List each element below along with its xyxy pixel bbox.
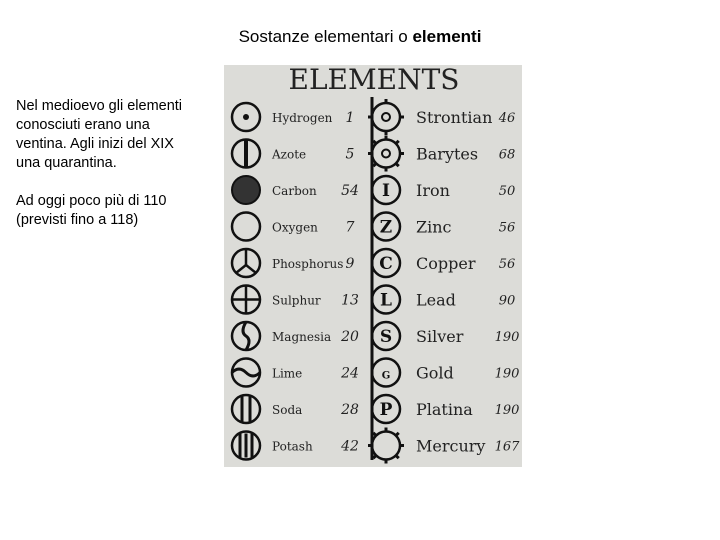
left-element-weight: 1	[345, 110, 355, 126]
letter-P-icon	[372, 395, 400, 423]
right-element-name: Gold	[416, 363, 454, 383]
empty-circle-icon	[232, 213, 260, 241]
right-element-weight: 190	[494, 330, 520, 345]
letter-S-icon	[372, 322, 400, 350]
right-element-name: Strontian	[416, 108, 493, 127]
svg-text:G: G	[381, 370, 391, 382]
paragraph-2: Ad oggi poco più di 110 (previsti fino a 118)	[16, 193, 167, 228]
letter-L-icon	[372, 286, 400, 314]
letter-Z-icon	[372, 213, 400, 241]
right-element-weight: 190	[494, 403, 520, 418]
svg-text:I: I	[382, 181, 390, 201]
left-element-weight: 24	[341, 365, 359, 382]
slide-title	[0, 27, 720, 47]
right-element-weight: 56	[498, 220, 516, 236]
right-element-row	[372, 249, 515, 277]
left-element-name: Lime	[272, 366, 303, 381]
svg-text:C: C	[379, 254, 393, 274]
left-element-row	[232, 103, 354, 131]
svg-text:P: P	[379, 400, 393, 420]
vertical-bar-circle-icon	[232, 140, 260, 168]
double-bar-circle-icon	[232, 395, 260, 423]
right-element-row	[372, 395, 519, 423]
left-element-weight: 54	[341, 183, 359, 199]
left-element-weight: 28	[341, 402, 359, 418]
paragraph-1: Nel medioevo gli elementi conosciuti erano una ventina. Agli inizi del XIX una quarantina.	[16, 98, 183, 171]
left-element-name: Potash	[272, 439, 313, 454]
title-bold: elementi	[412, 27, 482, 46]
right-element-name: Barytes	[416, 144, 479, 164]
filled-circle-icon	[232, 176, 260, 204]
right-element-row	[372, 322, 519, 350]
phosphorus-icon	[232, 249, 260, 277]
letter-G-icon	[372, 359, 400, 387]
left-element-name: Magnesia	[272, 330, 332, 344]
right-element-name: Iron	[416, 181, 450, 200]
right-element-name: Lead	[416, 290, 456, 310]
right-element-weight: 56	[498, 257, 516, 272]
right-element-name: Platina	[416, 400, 473, 419]
left-element-name: Carbon	[272, 184, 317, 198]
left-element-row	[232, 140, 355, 168]
dalton-elements-image	[224, 65, 522, 467]
right-element-weight: 90	[498, 293, 516, 309]
left-element-name: Phosphorus	[272, 257, 344, 271]
slide-body	[16, 97, 196, 249]
letter-C-icon	[372, 249, 400, 277]
left-element-weight: 7	[345, 219, 355, 236]
left-element-row	[232, 359, 359, 387]
left-element-name: Sulphur	[272, 293, 321, 308]
right-element-row	[372, 286, 515, 314]
right-element-name: Zinc	[416, 217, 452, 237]
right-element-row	[372, 359, 519, 387]
cross-circle-icon	[232, 286, 260, 314]
chart-heading: ELEMENTS	[288, 65, 460, 96]
right-element-name: Silver	[416, 327, 464, 346]
left-element-name: Oxygen	[272, 220, 318, 235]
right-element-weight: 68	[498, 147, 516, 163]
left-element-row	[232, 432, 359, 460]
left-element-weight: 5	[345, 146, 355, 163]
right-element-weight: 190	[494, 366, 520, 382]
left-element-row	[232, 249, 355, 277]
left-element-row	[232, 286, 359, 314]
left-element-row	[232, 322, 359, 350]
left-element-weight: 20	[341, 329, 359, 345]
letter-I-icon	[372, 176, 400, 204]
right-element-row	[368, 136, 515, 172]
left-element-row	[232, 395, 359, 423]
right-element-row	[368, 428, 520, 464]
right-element-row	[372, 213, 515, 241]
right-element-weight: 167	[494, 439, 520, 455]
triple-bar-circle-icon	[232, 432, 260, 460]
right-element-row	[372, 176, 515, 204]
right-element-weight: 46	[498, 111, 516, 126]
left-element-weight: 13	[341, 292, 359, 309]
svg-text:Z: Z	[379, 217, 393, 238]
title-main: Sostanze elementari o	[238, 27, 413, 46]
left-element-name: Soda	[272, 403, 303, 417]
left-element-weight: 42	[341, 438, 359, 455]
left-element-row	[232, 176, 359, 204]
left-element-name: Azote	[272, 147, 307, 162]
elements-table-svg	[224, 65, 522, 467]
lime-icon	[232, 359, 260, 387]
right-element-name: Mercury	[416, 436, 486, 456]
left-element-row	[232, 213, 355, 241]
left-element-weight: 9	[345, 256, 355, 272]
dot-circle-icon	[232, 103, 260, 131]
right-element-row	[368, 99, 515, 135]
left-element-name: Hydrogen	[272, 111, 333, 125]
right-element-weight: 50	[498, 184, 516, 199]
svg-text:S: S	[379, 327, 393, 347]
magnesia-icon	[232, 322, 260, 350]
right-element-name: Copper	[416, 254, 476, 273]
svg-text:L: L	[380, 290, 392, 311]
